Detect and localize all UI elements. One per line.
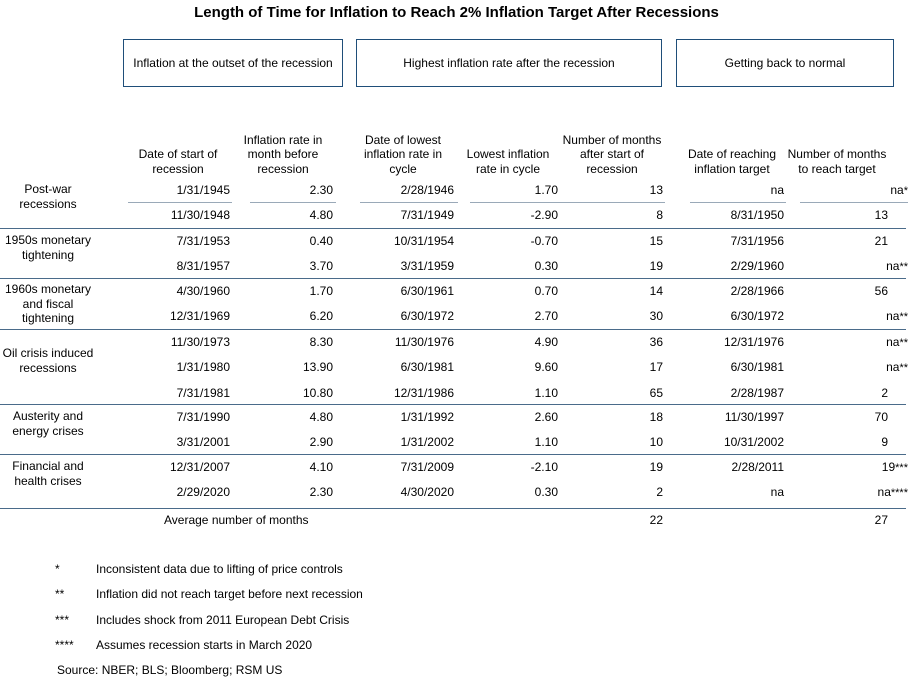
col-header-lowest-rate: Lowest inflation rate in cycle <box>466 147 550 176</box>
months-to-target-value: 21 <box>874 234 888 248</box>
group-separator <box>0 454 906 455</box>
table-cell-low: -0.70 <box>530 234 558 248</box>
table-cell-start: 12/31/2007 <box>169 460 230 474</box>
row-divider <box>128 303 908 304</box>
footnote-marker: ** <box>899 362 908 375</box>
months-to-target-value: na <box>886 259 900 274</box>
table-cell-months: 18 <box>649 410 663 424</box>
table-cell-low: 1.70 <box>534 183 558 197</box>
table-cell-to-target <box>800 386 908 400</box>
table-cell-low-date: 2/28/1946 <box>400 183 454 197</box>
table-cell-infl: 10.80 <box>302 385 333 400</box>
header-box-outset: Inflation at the outset of the recession <box>123 39 343 87</box>
table-cell-infl: 4.80 <box>309 208 333 223</box>
row-divider <box>128 202 232 203</box>
footnote-marker: **** <box>890 487 908 500</box>
row-divider <box>250 202 336 203</box>
group-label: 1950s monetary tightening <box>4 233 92 262</box>
table-cell-low-date: 7/31/1949 <box>400 208 454 223</box>
table-cell-low: 2.60 <box>534 410 558 424</box>
chart-title: Length of Time for Inflation to Reach 2% Inflation Target After Recessions <box>194 4 719 21</box>
table-cell-target-date: 7/31/1956 <box>730 234 784 248</box>
footnote-marker: ** <box>899 261 908 274</box>
months-to-target-value: 19 <box>881 460 896 474</box>
group-separator <box>0 508 906 509</box>
table-cell-months: 36 <box>649 335 663 349</box>
table-cell-target-date: na <box>770 485 784 500</box>
average-months-to-target: 27 <box>874 513 888 527</box>
table-cell-infl: 4.10 <box>309 460 333 474</box>
table-cell-start: 7/31/1990 <box>176 410 230 424</box>
table-cell-low-date: 7/31/2009 <box>400 460 454 474</box>
group-label: Post-war recessions <box>19 182 77 211</box>
group-separator <box>0 404 906 405</box>
table-cell-start: 3/31/2001 <box>176 435 230 450</box>
col-header-start-date: Date of start of recession <box>138 147 218 176</box>
table-cell-infl: 2.90 <box>309 435 333 450</box>
table-cell-target-date: 2/28/1966 <box>730 284 784 298</box>
col-header-lowest-date: Date of lowest inflation rate in cycle <box>363 132 443 176</box>
row-divider <box>128 253 908 254</box>
table-cell-infl: 2.30 <box>309 183 333 197</box>
footnote-text: Includes shock from 2011 European Debt Crisis <box>96 613 350 627</box>
table-cell-start: 11/30/1948 <box>170 208 230 223</box>
months-to-target-value: 56 <box>874 284 888 298</box>
average-label: Average number of months <box>164 513 309 527</box>
table-cell-to-target <box>800 183 908 198</box>
table-cell-start: 1/31/1980 <box>176 360 230 375</box>
table-cell-infl: 8.30 <box>309 335 333 349</box>
table-cell-months: 10 <box>649 435 663 450</box>
group-separator <box>0 329 906 330</box>
table-cell-infl: 6.20 <box>309 309 333 324</box>
table-cell-target-date: 2/28/1987 <box>730 385 784 400</box>
table-cell-low: 9.60 <box>534 360 558 375</box>
table-cell-to-target <box>800 309 908 324</box>
table-cell-to-target <box>800 410 908 424</box>
table-cell-start: 12/31/1969 <box>169 309 230 324</box>
footnote-text: Inconsistent data due to lifting of price controls <box>96 562 343 576</box>
table-cell-target-date: 2/29/1960 <box>730 259 784 274</box>
table-cell-infl: 2.30 <box>309 485 333 500</box>
table-cell-low-date: 1/31/2002 <box>400 435 454 450</box>
header-box-normal: Getting back to normal <box>676 39 894 87</box>
footnote-mark: **** <box>55 638 74 652</box>
table-cell-to-target <box>800 284 908 298</box>
table-cell-to-target <box>800 208 908 222</box>
footnote-mark: * <box>55 562 60 576</box>
footnote-text: Assumes recession starts in March 2020 <box>96 638 313 652</box>
header-box-highest: Highest inflation rate after the recession <box>356 39 662 87</box>
table-cell-target-date: 6/30/1981 <box>730 360 784 375</box>
table-cell-start: 7/31/1981 <box>176 385 230 400</box>
footnote-text: Inflation did not reach target before next recession <box>96 587 363 601</box>
table-cell-low: 0.30 <box>534 259 558 274</box>
row-divider <box>128 479 908 480</box>
table-cell-to-target <box>800 234 908 248</box>
table-cell-start: 1/31/1945 <box>176 183 230 197</box>
col-header-inflation-rate: Inflation rate in month before recession <box>243 132 323 176</box>
table-cell-low-date: 4/30/2020 <box>400 485 454 500</box>
table-cell-low-date: 11/30/1976 <box>394 335 454 349</box>
row-divider <box>360 202 458 203</box>
months-to-target-value: na <box>886 335 900 349</box>
footnote-mark: *** <box>55 613 70 627</box>
table-cell-months: 2 <box>656 485 663 500</box>
row-divider <box>470 202 560 203</box>
table-cell-target-date: 6/30/1972 <box>730 309 784 324</box>
table-cell-low-date: 6/30/1972 <box>400 309 454 324</box>
table-cell-to-target <box>800 435 908 449</box>
footnote-marker: *** <box>895 462 908 474</box>
table-cell-start: 2/29/2020 <box>176 485 230 500</box>
row-divider <box>128 354 908 355</box>
row-divider <box>560 202 665 203</box>
group-label: Financial and health crises <box>12 459 84 488</box>
footnote-marker: ** <box>899 337 908 349</box>
table-cell-months: 65 <box>649 385 663 400</box>
table-cell-low: -2.90 <box>530 208 558 223</box>
table-cell-infl: 0.40 <box>309 234 333 248</box>
row-divider <box>800 202 908 203</box>
table-cell-start: 4/30/1960 <box>176 284 230 298</box>
table-cell-infl: 3.70 <box>309 259 333 274</box>
col-header-months-to-target: Number of months to reach target <box>787 147 887 176</box>
table-cell-start: 7/31/1953 <box>176 234 230 248</box>
source-note: Source: NBER; BLS; Bloomberg; RSM US <box>57 663 283 677</box>
table-cell-low-date: 1/31/1992 <box>400 410 454 424</box>
table-cell-low: 0.30 <box>534 485 558 500</box>
row-divider <box>690 202 786 203</box>
table-cell-months: 8 <box>656 208 663 223</box>
table-cell-start: 11/30/1973 <box>170 335 230 349</box>
table-cell-months: 14 <box>649 284 663 298</box>
group-separator <box>0 228 906 229</box>
months-to-target-value: na <box>886 360 900 375</box>
table-cell-target-date: 2/28/2011 <box>731 460 784 474</box>
table-cell-start: 8/31/1957 <box>176 259 230 274</box>
col-header-target-date: Date of reaching inflation target <box>687 147 777 176</box>
group-label: Austerity and energy crises <box>12 409 84 438</box>
footnote-marker: ** <box>899 311 908 324</box>
table-cell-low-date: 6/30/1961 <box>400 284 454 298</box>
table-cell-months: 19 <box>649 460 663 474</box>
table-cell-target-date: 10/31/2002 <box>723 435 784 450</box>
table-cell-target-date: 8/31/1950 <box>730 208 784 223</box>
table-cell-low-date: 12/31/1986 <box>393 385 454 400</box>
table-cell-low: 4.90 <box>534 335 558 349</box>
table-cell-infl: 13.90 <box>302 360 333 375</box>
table-cell-infl: 1.70 <box>309 284 333 298</box>
footnote-marker: * <box>903 185 908 197</box>
footnote-mark: ** <box>55 587 65 601</box>
group-label: 1960s monetary and fiscal tightening <box>4 282 92 325</box>
table-cell-low: 0.70 <box>534 284 558 298</box>
months-to-target-value: 2 <box>881 385 888 400</box>
table-cell-months: 17 <box>649 360 663 375</box>
table-cell-target-date: 12/31/1976 <box>723 335 784 349</box>
table-cell-low: 2.70 <box>534 309 558 324</box>
group-separator <box>0 278 906 279</box>
col-header-months-after: Number of months after start of recession <box>562 132 662 176</box>
months-to-target-value: na <box>877 485 891 500</box>
months-to-target-value: 9 <box>881 435 888 450</box>
table-cell-low: 1.10 <box>534 385 558 400</box>
table-cell-months: 15 <box>649 234 663 248</box>
table-cell-to-target <box>800 335 908 350</box>
table-cell-target-date: 11/30/1997 <box>724 410 784 424</box>
table-cell-target-date: na <box>770 183 784 197</box>
table-cell-months: 13 <box>649 183 663 197</box>
table-cell-months: 19 <box>649 259 663 274</box>
row-divider <box>128 429 908 430</box>
table-cell-low-date: 3/31/1959 <box>400 259 454 274</box>
average-months-after: 22 <box>649 513 663 527</box>
months-to-target-value: 13 <box>874 208 888 223</box>
table-cell-to-target <box>800 360 908 375</box>
table-cell-to-target <box>800 485 908 500</box>
row-divider <box>128 379 908 380</box>
table-cell-low-date: 6/30/1981 <box>400 360 454 375</box>
group-label: Oil crisis induced recessions <box>2 346 94 375</box>
table-cell-to-target <box>800 460 908 475</box>
months-to-target-value: na <box>886 309 900 324</box>
months-to-target-value: 70 <box>874 410 888 424</box>
table-cell-months: 30 <box>649 309 663 324</box>
months-to-target-value: na <box>890 183 904 197</box>
table-cell-low: -2.10 <box>530 460 558 474</box>
table-cell-to-target <box>800 259 908 274</box>
table-cell-infl: 4.80 <box>309 410 333 424</box>
table-cell-low-date: 10/31/1954 <box>393 234 454 248</box>
table-cell-low: 1.10 <box>534 435 558 450</box>
